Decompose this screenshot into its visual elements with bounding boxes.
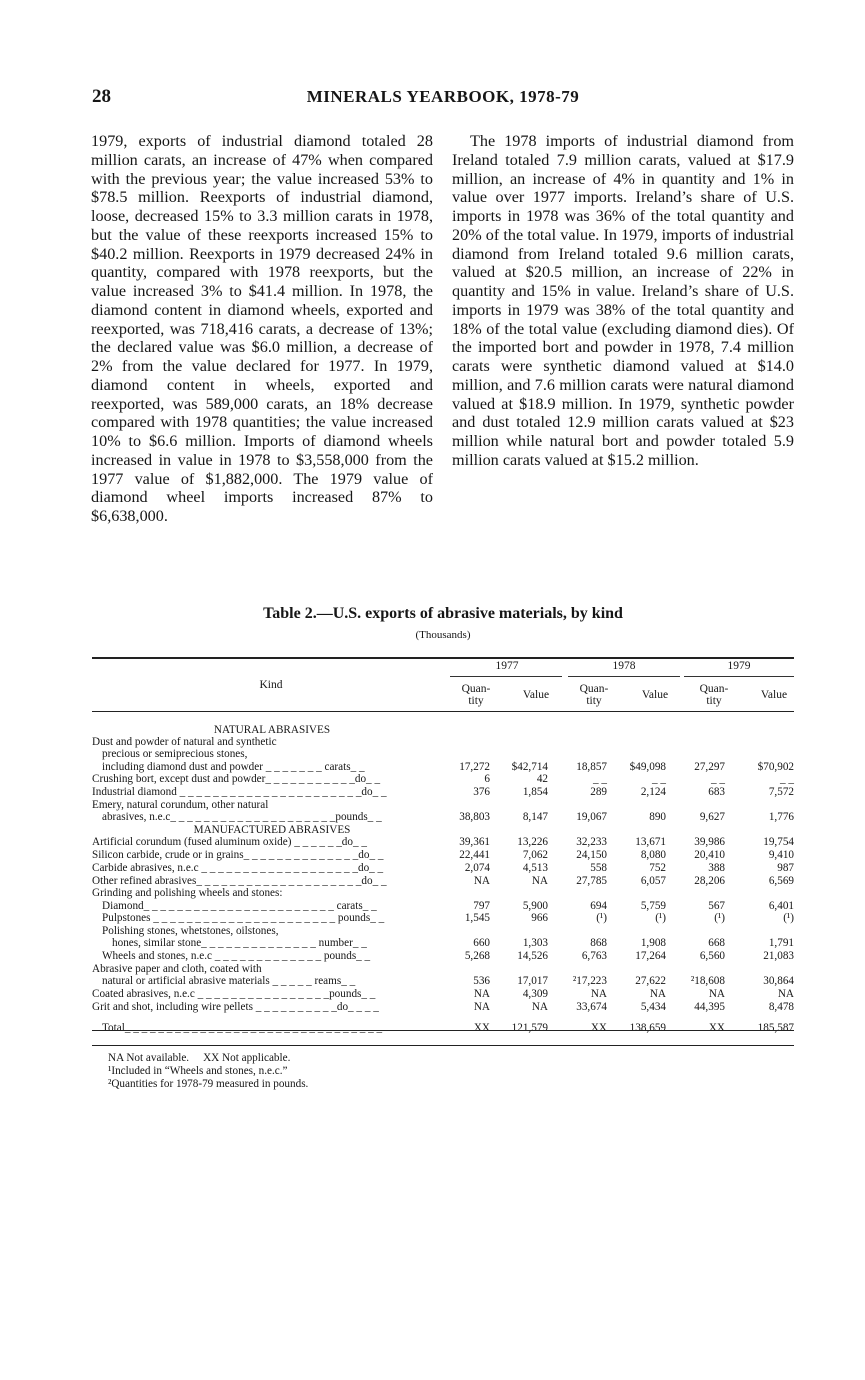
table-cell: 890 [649,811,666,824]
table-cell: (¹) [596,912,607,925]
table-cell: 13,226 [517,836,548,849]
table-cell: 14,526 [517,950,548,963]
quantity-header-1978: Quan- tity [579,683,609,707]
table-cell: 683 [708,786,725,799]
table-row [92,887,794,899]
table-cell: 752 [649,861,666,874]
table-cell: _ _ [593,773,607,786]
right-text-column [452,132,794,470]
table-row [92,950,794,963]
table-cell: 8,478 [768,1000,794,1013]
table-cell: 6,057 [640,874,666,887]
table-cell: NA [473,987,490,1000]
value-header-1978: Value [641,689,669,701]
table-cell: 39,361 [459,836,490,849]
header-bottom-rule [92,711,794,712]
table-row [92,975,794,988]
table-cell: 8,080 [640,848,666,861]
footnote-na: NA Not available. XX Not applicable. [108,1052,291,1064]
table-row [92,836,794,849]
table-cell: 4,513 [522,861,548,874]
table-cell: 660 [473,937,490,950]
year-header-1978: 1978 [612,660,636,672]
row-label: Wheels and stones, n.e.c _ _ _ _ _ _ _ _ _ _ _ _ _ pounds_ _ [102,950,371,963]
year-header-1977: 1977 [495,660,519,672]
table-cell: 388 [708,861,725,874]
table-subtitle: (Thousands) [415,629,471,641]
table-cell: 138,659 [629,1022,666,1035]
table-cell: 42 [536,773,548,786]
quantity-header-1979: Quan- tity [699,683,729,707]
table-row [92,1001,794,1014]
table-cell: 558 [590,861,607,874]
table-section-heading [92,724,794,736]
table-cell: 1,908 [640,937,666,950]
table-cell: 5,900 [522,899,548,912]
table-cell: 27,785 [576,874,607,887]
table-cell: 33,674 [576,1000,607,1013]
table-row [92,925,794,937]
row-label: Dust and powder of natural and synthetic [92,736,277,749]
table-row [92,963,794,975]
table-cell: 20,410 [694,848,725,861]
table-cell: 17,017 [517,975,548,988]
table-row [92,799,794,811]
table-section-heading [92,824,794,836]
row-label: Carbide abrasives, n.e.c _ _ _ _ _ _ _ _ _ _ _ _ _ _ _ _ _ _ _do_ _ [92,861,384,874]
row-label: Silicon carbide, crude or in grains_ _ _ _ _ _ _ _ _ _ _ _ _ _do_ _ [92,848,384,861]
section-label: MANUFACTURED ABRASIVES [193,823,351,836]
right-paragraph: The 1978 imports of industrial diamond from Ireland totaled 7.9 million carats, valued at $17.9 million, an increase of 4% in quantity and 1% in value over 1977 imports. Ireland’s share of U.S. imports in 1978 was 36% of the total quantity and 20% of the total value. In 1979, imports of industrial diamond from Ireland totaled 9.6 million carats, valued at $20.5 million, an increase of 22% in quantity and 15% in value. Ireland’s share of U.S. imports in 1979 was 38% of the total quantity and 18% of the total value (excluding diamond dies). Of the imported bort and powder in 1978, 7.4 million carats were synthetic diamond valued at $14.0 million, and 7.6 million carats were natural diamond valued at $18.9 million. In 1979, synthetic powder and dust totaled 12.9 million carats valued at $23 million while natural bort and powder totaled 5.9 million carats valued at $15.2 million. [452,132,794,469]
row-label: Abrasive paper and cloth, coated with [92,962,262,975]
row-label: natural or artificial abrasive materials _ _ _ _ _ reams_ _ [102,975,356,988]
table-row [92,912,794,925]
table-cell: 18,857 [576,760,607,773]
table-cell: $70,902 [757,760,794,773]
table-cell: 289 [590,786,607,799]
footnote-2: ²Quantities for 1978-79 measured in pounds. [108,1078,309,1090]
table-bottom-rule [92,1045,794,1046]
table-body [92,724,794,1035]
table-cell: 567 [708,899,725,912]
table-cell: $49,098 [629,760,666,773]
table-cell: 868 [590,937,607,950]
row-label: Coated abrasives, n.e.c _ _ _ _ _ _ _ _ _ _ _ _ _ _ _ _pounds_ _ [92,987,376,1000]
table-row [92,988,794,1001]
total-rule [92,1030,794,1031]
table-cell: NA [531,1000,548,1013]
table-cell: XX [590,1022,607,1035]
row-label: Emery, natural corundum, other natural [92,798,269,811]
table-cell: 1,776 [768,811,794,824]
row-label: Pulpstones _ _ _ _ _ _ _ _ _ _ _ _ _ _ _ _ _ _ _ _ _ _ pounds_ _ [102,912,385,925]
table-cell: 6 [484,773,490,786]
table-row [92,761,794,774]
table-cell: 6,401 [768,899,794,912]
table-cell: 966 [531,912,548,925]
table-cell: NA [473,1000,490,1013]
table-top-rule [92,657,794,659]
table-cell: 1,303 [522,937,548,950]
table-cell: 797 [473,899,490,912]
table-cell: 19,754 [763,836,794,849]
row-label: Polishing stones, whetstones, oilstones, [102,925,279,938]
table-cell: 185,587 [757,1022,794,1035]
table-cell: 4,309 [522,987,548,1000]
table-cell: 30,864 [763,975,794,988]
table-cell: 5,434 [640,1000,666,1013]
table-cell: 38,803 [459,811,490,824]
table-cell: NA [590,987,607,1000]
table-total-row [92,1022,794,1035]
table-cell: XX [708,1022,725,1035]
table-row [92,773,794,786]
left-paragraph: 1979, exports of industrial diamond totaled 28 million carats, an increase of 47% when compared with the previous year; the value increased 53% to $78.5 million. Reexports of industrial diamond, loose, decreased 15% to 3.3 million carats in 1978, but the value of these reexports increased 15% to $40.2 million. Reexports in 1979 decreased 24% in quantity, compared with 1978 reexports, but the value increased 3% to $41.4 million. In 1978, the diamond content in diamond wheels, exported and reexported, was 718,416 carats, a decrease of 13%; the declared value was $6.0 million, a decrease of 2% from the value declared for 1977. In 1979, diamond content in wheels, exported and reexported, was 589,000 carats, an 18% decrease compared with 1978 quantities; the value increased 10% to $6.6 million. Imports of diamond wheels increased in value in 1978 to $3,558,000 from the 1977 value of $1,882,000. The 1979 value of diamond wheel imports increased 87% to $6,638,000. [91,132,433,525]
table-cell: 27,297 [694,760,725,773]
table-row [92,786,794,799]
quantity-header-1977: Quan- tity [461,683,491,707]
table-cell: (¹) [714,912,725,925]
table-cell: 376 [473,786,490,799]
page-header [92,86,794,110]
table-cell: 9,410 [768,848,794,861]
row-label: Total_ _ _ _ _ _ _ _ _ _ _ _ _ _ _ _ _ _ _ _ _ _ _ _ _ _ _ _ _ _ _ [102,1022,383,1035]
table-row [92,875,794,888]
year-rule-1977 [450,676,562,677]
table-cell: NA [649,987,666,1000]
table-cell: 2,074 [464,861,490,874]
page-number: 28 [92,86,111,107]
row-label: precious or semiprecious stones, [102,748,248,761]
table-cell: 13,671 [635,836,666,849]
table-row [92,748,794,760]
row-label: Crushing bort, except dust and powder_ _ _ _ _ _ _ _ _ _ _do_ _ [92,773,381,786]
table-row [92,937,794,950]
footnote-1: ¹Included in “Wheels and stones, n.e.c.” [108,1065,288,1077]
section-label: NATURAL ABRASIVES [213,724,331,736]
table-cell: 987 [777,861,794,874]
table-row [92,900,794,913]
table-cell: 24,150 [576,848,607,861]
table-cell: XX [473,1022,490,1035]
table-footnotes [108,1052,308,1091]
table-cell: 21,083 [763,950,794,963]
value-header-1979: Value [760,689,788,701]
table-cell: 32,233 [576,836,607,849]
left-text-column [91,132,433,526]
table-cell: 27,622 [635,975,666,988]
table-cell: 6,560 [699,950,725,963]
table-cell: (¹) [655,912,666,925]
table-cell: 121,579 [511,1022,548,1035]
table-cell: 22,441 [459,848,490,861]
table-cell: 694 [590,899,607,912]
table-row [92,849,794,862]
row-label: Other refined abrasives_ _ _ _ _ _ _ _ _ _ _ _ _ _ _ _ _ _ _ _do_ _ [92,874,387,887]
year-header-1979: 1979 [727,660,751,672]
table-cell: 8,147 [522,811,548,824]
table-cell: 668 [708,937,725,950]
table-cell: 1,791 [768,937,794,950]
running-title: MINERALS YEARBOOK, 1978-79 [306,87,580,106]
table-cell: 7,062 [522,848,548,861]
table-cell: 44,395 [694,1000,725,1013]
value-header-1977: Value [522,689,550,701]
table-row [92,811,794,824]
table-cell: ²18,608 [690,975,725,988]
table-cell: ²17,223 [572,975,607,988]
table-cell: NA [777,987,794,1000]
table-cell: NA [531,874,548,887]
table-cell: 19,067 [576,811,607,824]
table-cell: NA [473,874,490,887]
row-label: Diamond_ _ _ _ _ _ _ _ _ _ _ _ _ _ _ _ _ _ _ _ _ _ _ carats_ _ [102,899,377,912]
table-cell: 6,569 [768,874,794,887]
table-cell: _ _ [711,773,725,786]
table-cell: 5,759 [640,899,666,912]
table-cell: _ _ [652,773,666,786]
row-label: Artificial corundum (fused aluminum oxide) _ _ _ _ _ _do_ _ [92,836,367,849]
table-cell: NA [708,987,725,1000]
table-cell: 39,986 [694,836,725,849]
table-cell: 9,627 [699,811,725,824]
table-cell: 28,206 [694,874,725,887]
kind-column-header: Kind [259,679,283,691]
row-label: Industrial diamond _ _ _ _ _ _ _ _ _ _ _ _ _ _ _ _ _ _ _ _ _ _do_ _ [92,786,387,799]
table-cell: _ _ [780,773,794,786]
row-label: hones, similar stone_ _ _ _ _ _ _ _ _ _ _ _ _ _ number_ _ [112,937,367,950]
table-cell: $42,714 [511,760,548,773]
row-label: Grit and shot, including wire pellets _ _ _ _ _ _ _ _ _ _do_ _ _ _ [92,1000,379,1013]
table-cell: 7,572 [768,786,794,799]
table-cell: 6,763 [581,950,607,963]
table-cell: (¹) [783,912,794,925]
table-cell: 17,272 [459,760,490,773]
table-cell: 536 [473,975,490,988]
table-cell: 1,545 [464,912,490,925]
row-label: abrasives, n.e.c_ _ _ _ _ _ _ _ _ _ _ _ _ _ _ _ _ _ _ _pounds_ _ [102,811,382,824]
row-label: including diamond dust and powder _ _ _ _ _ _ _ carats_ _ [102,760,365,773]
year-rule-1979 [684,676,794,677]
table-cell: 5,268 [464,950,490,963]
table-cell: 17,264 [635,950,666,963]
year-rule-1978 [568,676,680,677]
table-row [92,736,794,748]
table-cell: 1,854 [522,786,548,799]
table-title: Table 2.—U.S. exports of abrasive materials, by kind [263,605,623,622]
table-row [92,862,794,875]
row-label: Grinding and polishing wheels and stones: [92,887,283,900]
table-cell: 2,124 [640,786,666,799]
